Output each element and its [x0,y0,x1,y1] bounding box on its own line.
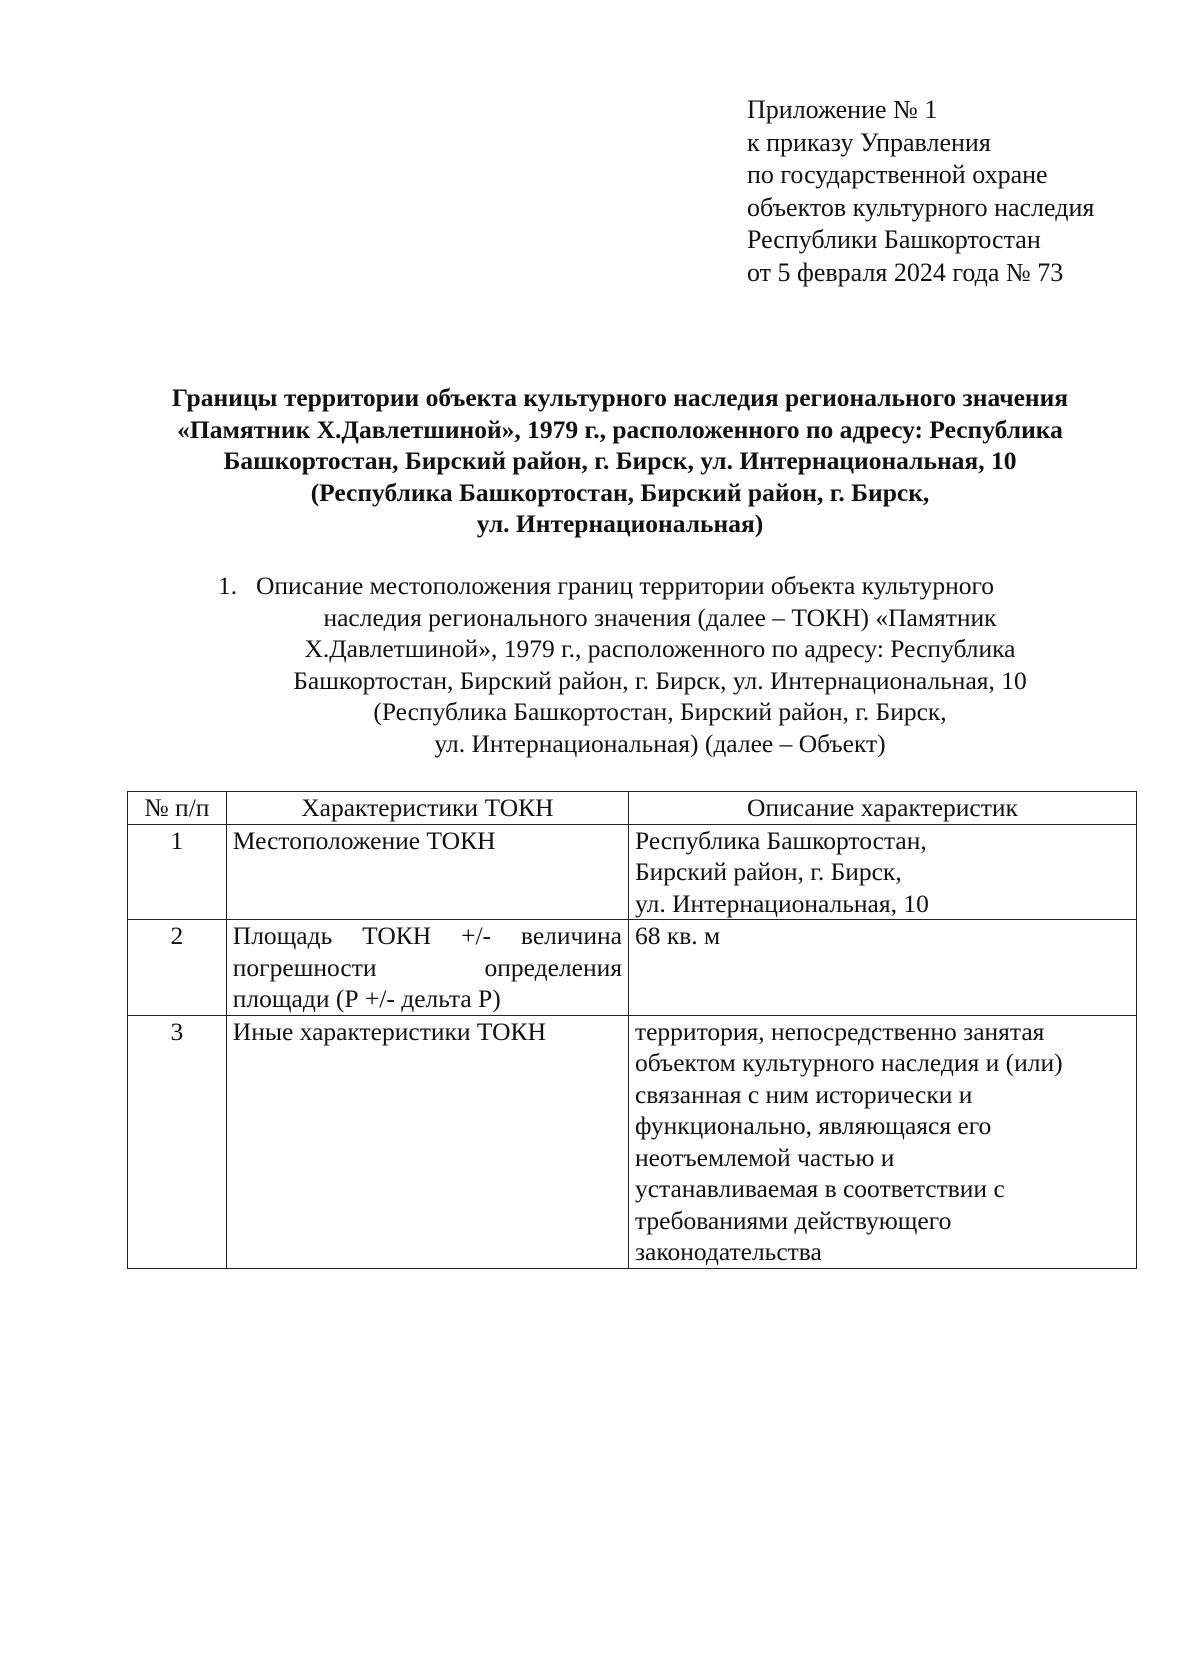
cell-line: Бирский район, г. Бирск, [634,857,902,886]
cell-line: Иные характеристики ТОКН [232,1016,546,1046]
section-line: ул. Интернациональная) (далее – Объект) [434,728,886,758]
table-row [128,1015,1137,1268]
title-line: Границы территории объекта культурного наследия регионального значения [171,383,1069,412]
title-line: Башкортостан, Бирский район, г. Бирск, ул. Интернациональная, 10 [223,446,1017,475]
appendix-line: Республики Башкортостан [747,225,1041,254]
section-line: (Республика Башкортостан, Бирский район, г. Бирск, [373,697,947,726]
section-line: Башкортостан, Бирский район, г. Бирск, ул. Интернациональная, 10 [293,665,1027,695]
column-header-number: № п/п [128,792,227,825]
row-number: 3 [128,1015,227,1268]
cell-line: связанная с ним исторически и [634,1079,973,1109]
cell-line: ул. Интернациональная, 10 [634,888,929,918]
cell-line: погрешности определения [232,952,622,982]
cell-line: площади (Р +/- дельта Р) [232,984,501,1013]
appendix-line: объектов культурного наследия [747,192,1095,222]
appendix-line: Приложение № 1 [747,95,938,124]
cell-line: Местоположение ТОКН [232,825,496,855]
title-line: ул. Интернациональная) [476,509,764,538]
section-1-heading [200,570,1120,759]
cell-line: 68 кв. м [634,921,721,950]
row-description [628,824,1136,920]
cell-line: Площадь ТОКН +/- величина [232,921,622,950]
cell-line: Республика Башкортостан, [634,825,927,855]
cell-line: требованиями действующего [634,1205,952,1235]
row-characteristic [226,1015,628,1268]
row-characteristic [226,824,628,920]
appendix-header [747,94,1167,289]
row-description [628,1015,1136,1268]
cell-line: устанавливаемая в соответствии с [634,1174,1005,1203]
section-number: 1. [218,571,238,600]
row-characteristic [226,920,628,1016]
title-line: «Памятник Х.Давлетшиной», 1979 г., расположенного по адресу: Республика [177,414,1063,444]
cell-line: функционально, являющаяся его [634,1111,992,1140]
appendix-line: по государственной охране [747,160,1048,189]
table-row [128,824,1137,920]
row-description [628,920,1136,1016]
table-header-row [128,792,1137,825]
row-number: 1 [128,824,227,920]
cell-line: территория, непосредственно занятая [634,1016,1045,1046]
title-line: (Республика Башкортостан, Бирский район, г. Бирск, [310,477,930,507]
column-header-characteristics: Характеристики ТОКН [226,792,628,825]
section-line: Х.Давлетшиной», 1979 г., расположенного по адресу: Республика [304,634,1016,663]
table-row [128,920,1137,1016]
characteristics-table [127,791,1137,1269]
section-line: наследия регионального значения (далее – ТОКН) «Памятник [323,602,997,632]
cell-line: неотъемлемой частью и [634,1142,895,1172]
appendix-line: к приказу Управления [747,127,991,157]
row-number: 2 [128,920,227,1016]
cell-line: объектом культурного наследия и (или) [634,1048,1063,1077]
section-line-text: Описание местоположения границ территории объекта культурного [256,571,995,600]
document-title [110,382,1130,540]
column-header-description: Описание характеристик [628,792,1136,825]
cell-line: законодательства [634,1237,822,1266]
appendix-line: от 5 февраля 2024 года № 73 [747,257,1064,287]
section-line [200,570,1120,602]
